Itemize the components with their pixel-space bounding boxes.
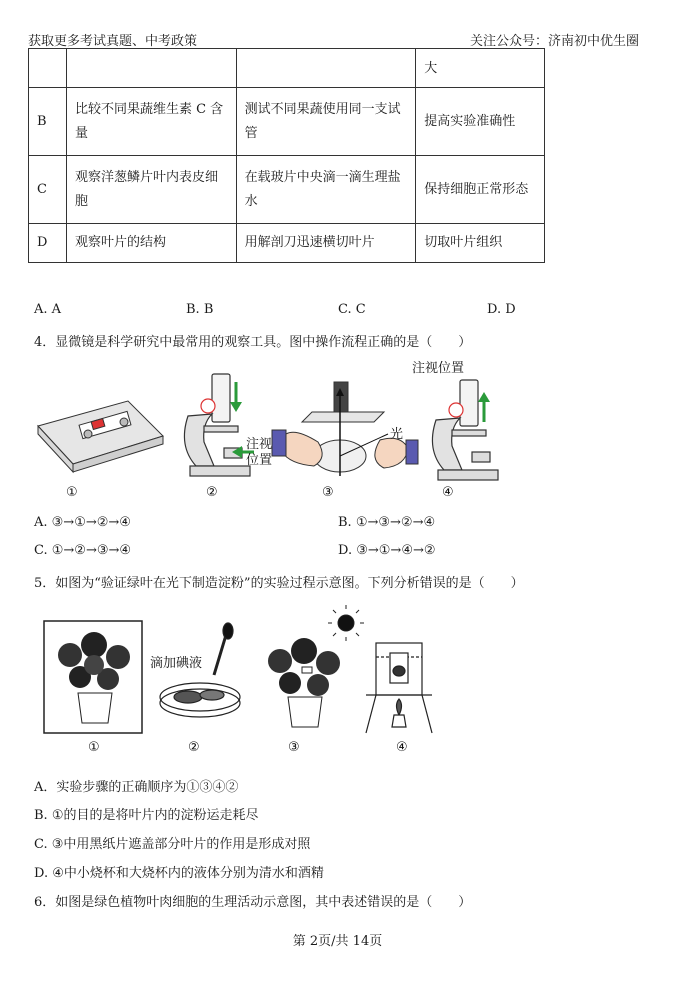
table-row	[29, 49, 545, 88]
q4-stem: 4．显微镜是科学研究中最常用的观察工具。图中操作流程正确的是（ ）	[34, 335, 472, 350]
water-bath-illustration	[366, 643, 432, 733]
plant-in-light-illustration	[268, 638, 340, 727]
header-right: 关注公众号：济南初中优生圈	[469, 34, 639, 49]
fig-label: ②	[206, 485, 218, 500]
q5-option-d[interactable]: D. ④中小烧杯和大烧杯内的液体分别为清水和酒精	[34, 866, 324, 881]
label-guang: 光	[390, 427, 404, 442]
q3-option-d[interactable]: D. D	[487, 302, 516, 317]
experiment-table	[28, 48, 545, 263]
fig-label: ③	[322, 485, 334, 500]
table-row	[29, 156, 545, 224]
fig-label: ③	[288, 740, 300, 755]
table-cell: 测试不同果蔬使用同一支试管	[236, 88, 416, 156]
table-cell: 观察洋葱鳞片叶内表皮细胞	[66, 156, 236, 224]
fig-label: ②	[188, 740, 200, 755]
microscope-raising-illustration	[432, 380, 498, 480]
table-cell: 用解剖刀迅速横切叶片	[236, 224, 416, 263]
q4-option-a[interactable]: A. ③→①→②→④	[34, 515, 131, 530]
table-cell: 在载玻片中央滴一滴生理盐水	[236, 156, 416, 224]
q5-option-b[interactable]: B. ①的目的是将叶片内的淀粉运走耗尽	[34, 808, 259, 823]
table-cell: B	[29, 88, 67, 156]
table-cell: 比较不同果蔬维生素 C 含量	[66, 88, 236, 156]
label-iodine: 滴加碘液	[150, 656, 203, 671]
starch-experiment-figure	[40, 605, 460, 755]
fig-label: ①	[66, 485, 78, 500]
table-cell	[66, 49, 236, 88]
plant-in-dark-illustration	[58, 632, 130, 723]
q5-stem: 5．如图为“验证绿叶在光下制造淀粉”的实验过程示意图。下列分析错误的是（ ）	[34, 576, 524, 591]
q4-option-b[interactable]: B. ①→③→②→④	[338, 515, 436, 530]
q3-option-a[interactable]: A. A	[34, 302, 62, 317]
label-zhushi: 注视	[246, 437, 273, 452]
fig-label: ①	[88, 740, 100, 755]
table-cell	[236, 49, 416, 88]
stage-slide-illustration	[38, 401, 163, 472]
down-arrow-head-icon	[230, 402, 242, 412]
header-left: 获取更多考试真题、中考政策	[28, 34, 198, 49]
table-cell: 观察叶片的结构	[66, 224, 236, 263]
microscope-lowering-illustration	[184, 374, 250, 476]
table-cell: 保持细胞正常形态	[416, 156, 545, 224]
table-row	[29, 88, 545, 156]
label-weizhi: 位置	[246, 453, 273, 468]
q6-stem: 6．如图是绿色植物叶肉细胞的生理活动示意图，其中表述错误的是（ ）	[34, 895, 472, 910]
q5-option-c[interactable]: C. ③中用黑纸片遮盖部分叶片的作用是形成对照	[34, 837, 311, 852]
q4-option-d[interactable]: D. ③→①→④→②	[338, 543, 436, 558]
table-cell: 大	[416, 49, 545, 88]
page-footer: 第 2页/共 14页	[292, 934, 383, 949]
table-cell: D	[29, 224, 67, 263]
table-cell: 切取叶片组织	[416, 224, 545, 263]
sun-icon	[328, 605, 364, 641]
q3-option-b[interactable]: B. B	[186, 302, 214, 317]
q4-option-c[interactable]: C. ①→②→③→④	[34, 543, 132, 558]
table-row	[29, 224, 545, 263]
microscope-figure	[28, 356, 508, 504]
label-zhushi-weizhi: 注视位置	[412, 361, 465, 376]
fig-label: ④	[442, 485, 454, 500]
q5-option-a[interactable]: A．实验步骤的正确顺序为①③④②	[34, 780, 239, 795]
fig-label: ④	[396, 740, 408, 755]
table-cell	[29, 49, 67, 88]
up-green-arrow-head-icon	[478, 392, 490, 402]
table-cell: C	[29, 156, 67, 224]
table-cell: 提高实验准确性	[416, 88, 545, 156]
q3-option-c[interactable]: C. C	[338, 302, 366, 317]
